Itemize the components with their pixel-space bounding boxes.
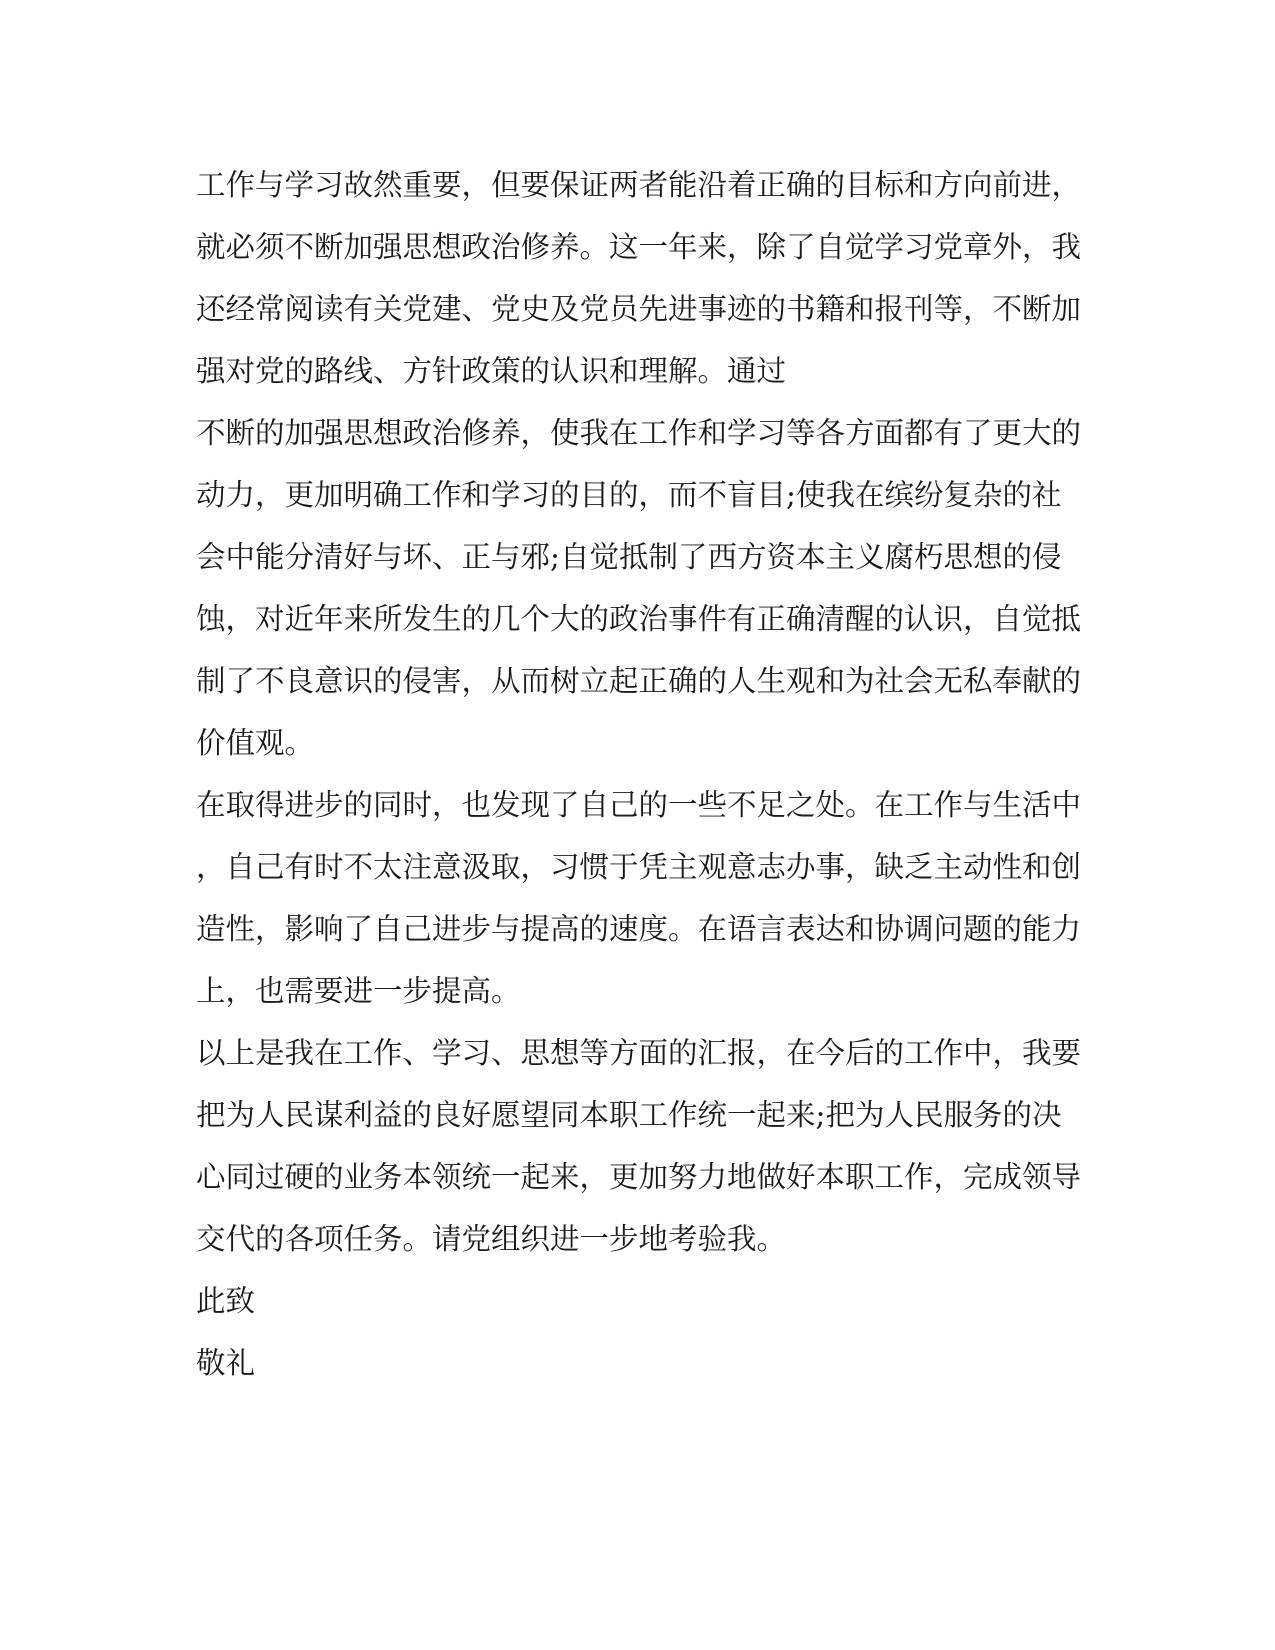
text-line: 把为人民谋利益的良好愿望同本职工作统一起来;把为人民服务的决: [196, 1098, 1062, 1132]
text-line: 造性，影响了自己进步与提高的速度。在语言表达和协调问题的能力: [196, 912, 1082, 946]
closing-regards: 敬礼: [196, 1346, 256, 1380]
closing-salutation: 此致: [196, 1284, 256, 1318]
text-line: 价值观。: [196, 726, 315, 760]
text-line: 制了不良意识的侵害，从而树立起正确的人生观和为社会无私奉献的: [196, 664, 1082, 698]
text-line: 蚀，对近年来所发生的几个大的政治事件有正确清醒的认识，自觉抵: [196, 602, 1082, 636]
text-line: ，自己有时不太注意汲取，习惯于凭主观意志办事，缺乏主动性和创: [196, 850, 1082, 884]
text-line: 不断的加强思想政治修养，使我在工作和学习等各方面都有了更大的: [196, 416, 1082, 450]
text-line: 强对党的路线、方针政策的认识和理解。通过: [196, 354, 787, 388]
text-line: 就必须不断加强思想政治修养。这一年来，除了自觉学习党章外，我: [196, 230, 1082, 264]
text-line: 心同过硬的业务本领统一起来，更加努力地做好本职工作，完成领导: [196, 1160, 1082, 1194]
text-line: 上，也需要进一步提高。: [196, 974, 521, 1008]
text-line: 还经常阅读有关党建、党史及党员先进事迹的书籍和报刊等，不断加: [196, 292, 1082, 326]
text-line: 交代的各项任务。请党组织进一步地考验我。: [196, 1222, 787, 1256]
text-line: 会中能分清好与坏、正与邪;自觉抵制了西方资本主义腐朽思想的侵: [196, 540, 1062, 574]
text-line: 以上是我在工作、学习、思想等方面的汇报，在今后的工作中，我要: [196, 1036, 1082, 1070]
text-line: 动力，更加明确工作和学习的目的，而不盲目;使我在缤纷复杂的社: [196, 478, 1062, 512]
text-line: 工作与学习故然重要，但要保证两者能沿着正确的目标和方向前进，: [196, 168, 1082, 202]
text-line: 在取得进步的同时，也发现了自己的一些不足之处。在工作与生活中: [196, 788, 1082, 822]
